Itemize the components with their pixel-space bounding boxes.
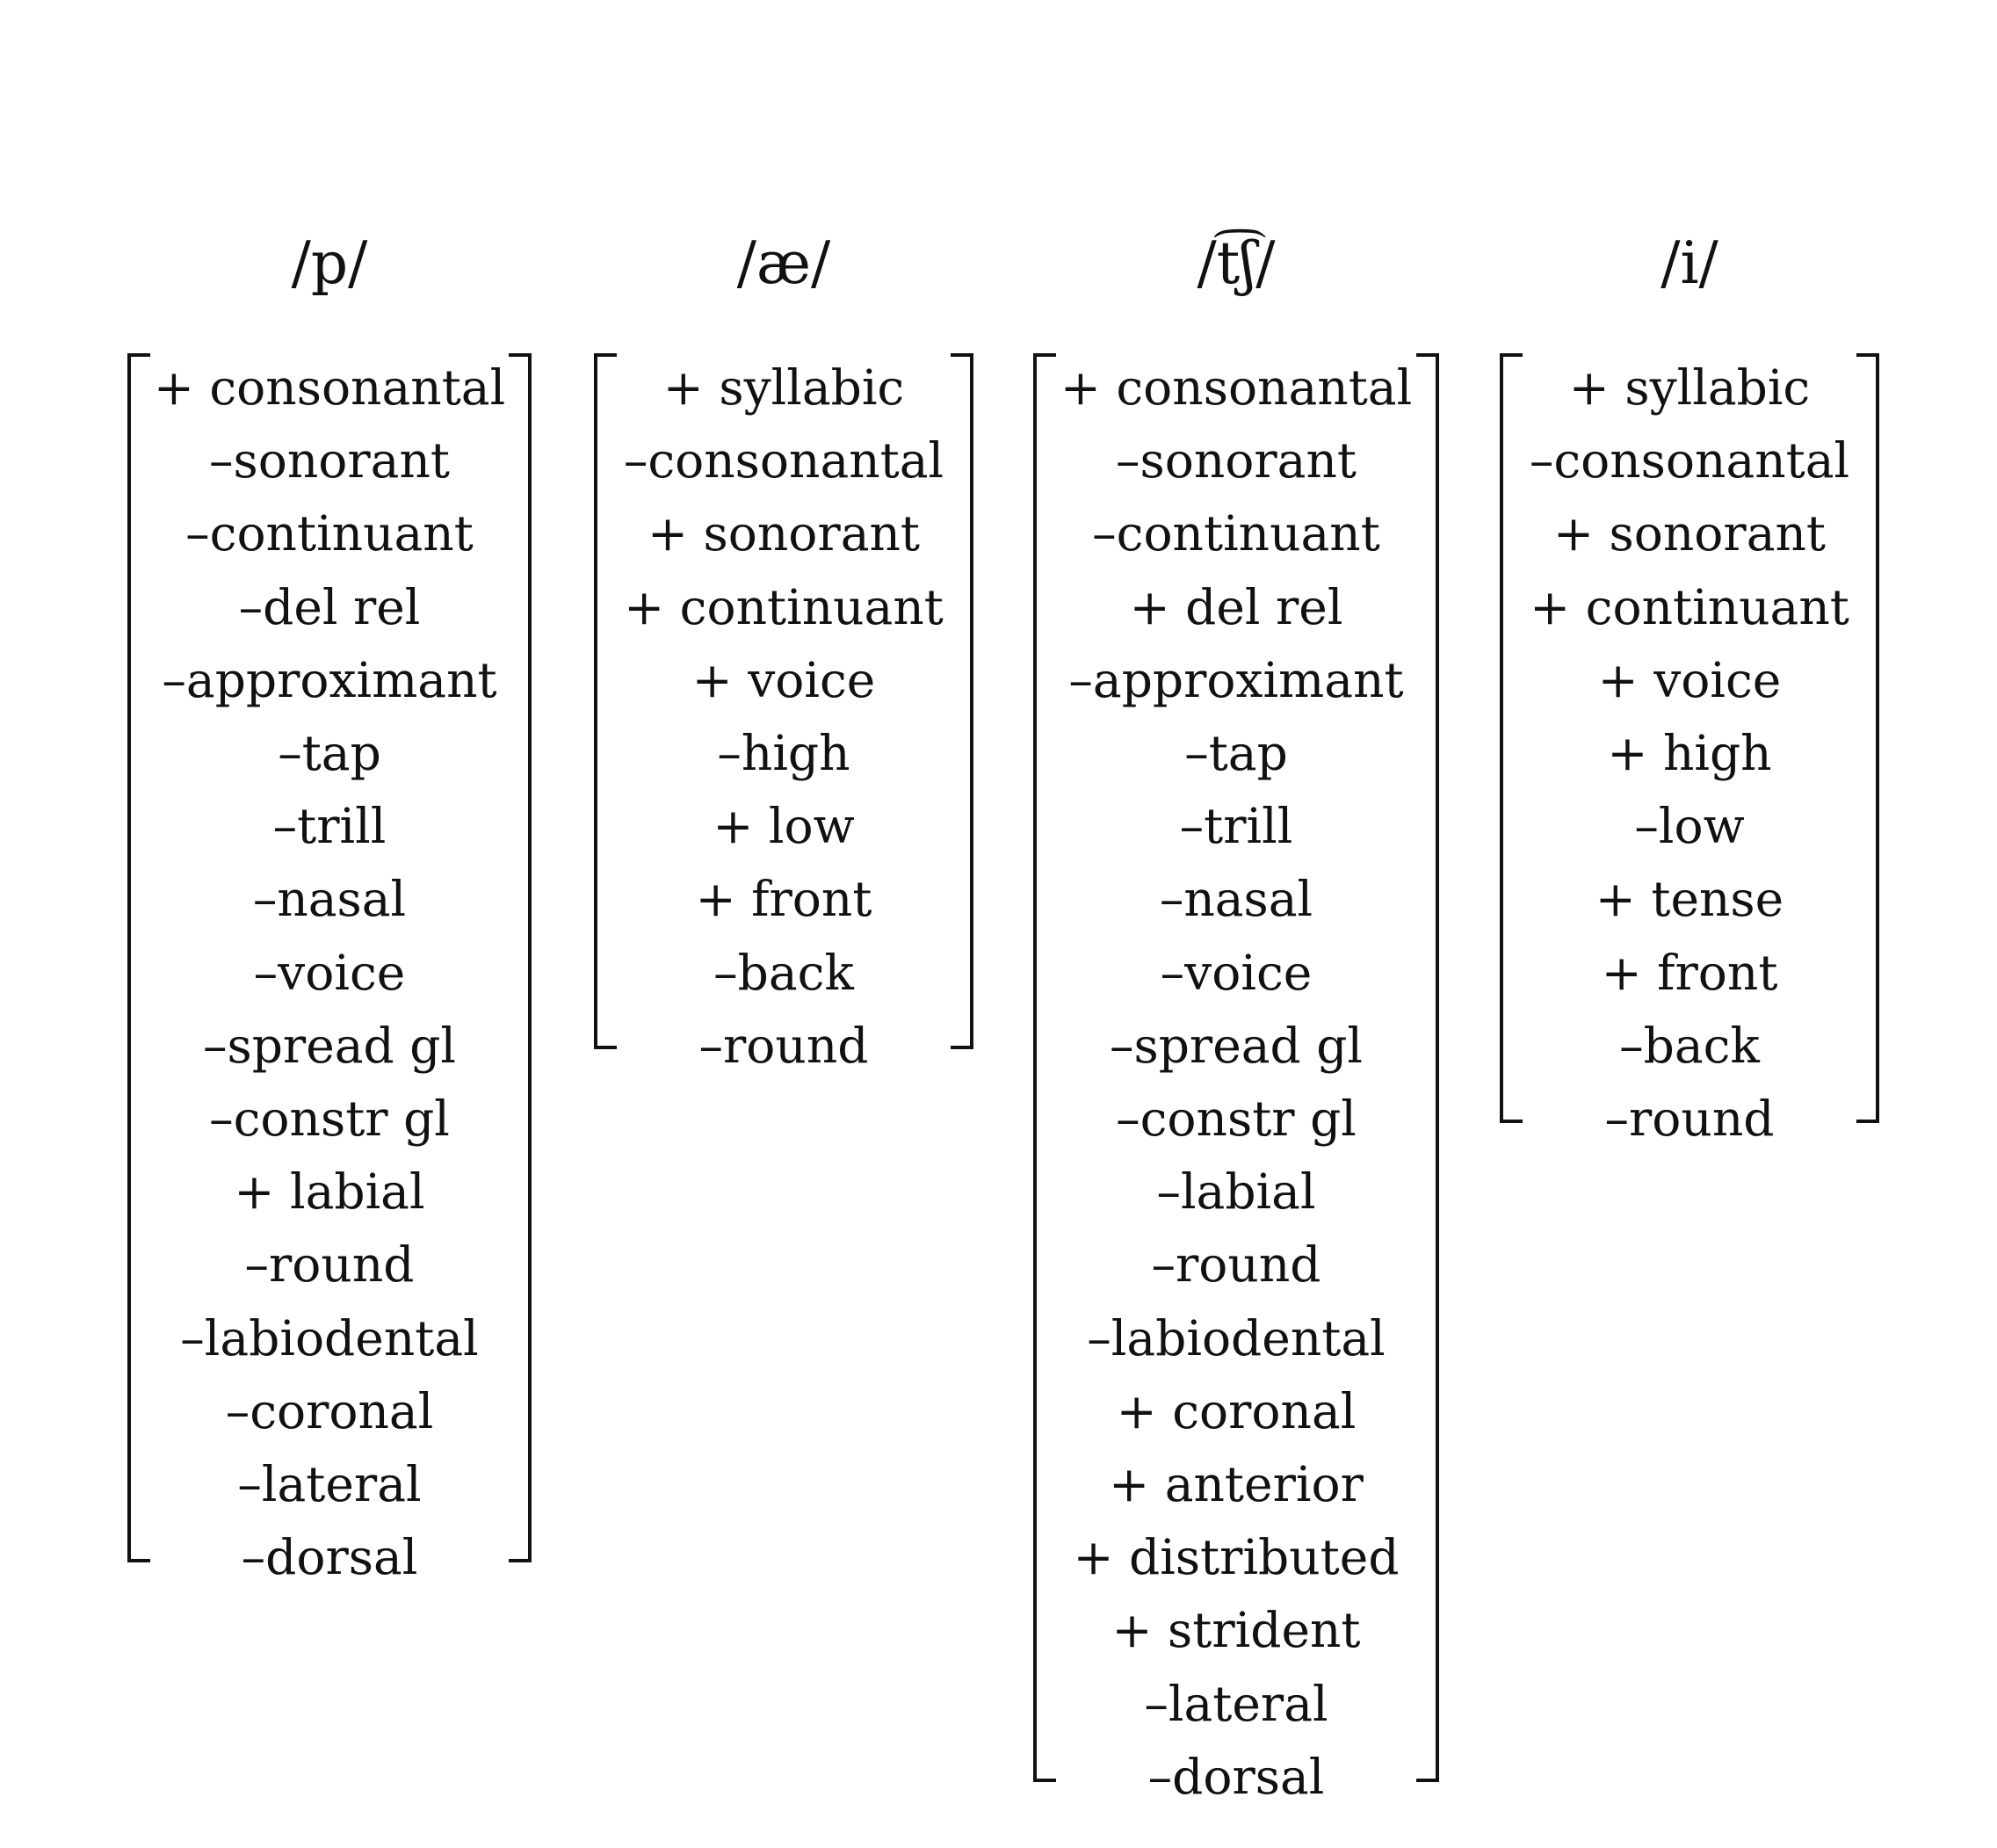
- feature-item: –constr gl: [1116, 1091, 1357, 1147]
- feature-item: + voice: [691, 651, 876, 708]
- feature-item: + sonorant: [1552, 505, 1827, 562]
- feature-item: + continuant: [1530, 578, 1849, 635]
- matrix-i: [1500, 0, 1879, 1848]
- feature-item: + sonorant: [647, 505, 921, 562]
- feature-item: –coronal: [225, 1382, 434, 1439]
- feature-item: + front: [1601, 944, 1778, 1001]
- feature-item: –round: [1151, 1236, 1321, 1294]
- feature-item: –back: [1619, 1017, 1760, 1074]
- feature-item: + continuant: [624, 578, 944, 635]
- feature-item: –trill: [272, 798, 387, 855]
- feature-item: –lateral: [1144, 1675, 1328, 1732]
- feature-item: + labial: [234, 1163, 425, 1221]
- feature-item: + consonantal: [1060, 359, 1413, 416]
- feature-item: + front: [695, 871, 872, 928]
- feature-item: + tense: [1595, 871, 1784, 928]
- feature-item: + syllabic: [1568, 359, 1811, 416]
- feature-item: –dorsal: [241, 1529, 418, 1586]
- feature-item: –continuant: [185, 505, 474, 562]
- phoneme-label: /t͡ʃ/: [1197, 229, 1276, 297]
- feature-item: + distributed: [1073, 1529, 1400, 1586]
- feature-item: + syllabic: [662, 359, 905, 416]
- feature-item: –del rel: [238, 578, 421, 635]
- feature-item: –labial: [1156, 1163, 1316, 1221]
- feature-item: –continuant: [1092, 505, 1380, 562]
- feature-item: –spread gl: [202, 1017, 457, 1074]
- feature-matrix: [594, 353, 973, 1074]
- feature-item: –nasal: [252, 871, 407, 928]
- feature-item: –labiodental: [1087, 1309, 1386, 1366]
- feature-item: –consonantal: [623, 432, 944, 489]
- feature-item: –round: [244, 1236, 415, 1294]
- feature-item: –labiodental: [180, 1309, 479, 1366]
- feature-item: –sonorant: [1116, 432, 1357, 489]
- feature-matrix: [127, 353, 532, 1586]
- feature-item: –round: [698, 1017, 869, 1074]
- feature-item: –voice: [253, 944, 406, 1001]
- feature-item: –tap: [278, 725, 381, 781]
- feature-item: –dorsal: [1147, 1748, 1325, 1805]
- feature-item: + voice: [1597, 651, 1782, 708]
- feature-item: –tap: [1184, 725, 1288, 781]
- matrix-ae: [594, 0, 973, 1848]
- feature-item: + high: [1607, 725, 1772, 781]
- feature-item: –constr gl: [209, 1091, 450, 1147]
- feature-item: –spread gl: [1109, 1017, 1364, 1074]
- feature-item: –nasal: [1159, 871, 1313, 928]
- matrix-p: [127, 0, 532, 1848]
- feature-item: –approximant: [162, 651, 497, 708]
- feature-item: –lateral: [237, 1456, 422, 1512]
- feature-item: –low: [1634, 798, 1745, 855]
- feature-item: + low: [713, 798, 855, 855]
- phoneme-label: /æ/: [736, 229, 831, 297]
- feature-item: –back: [713, 944, 854, 1001]
- feature-matrix: [1033, 353, 1439, 1805]
- feature-item: –approximant: [1068, 651, 1404, 708]
- feature-matrix: [1500, 353, 1879, 1147]
- feature-item: + del rel: [1129, 578, 1343, 635]
- phoneme-label: /i/: [1661, 229, 1718, 297]
- feature-item: –sonorant: [209, 432, 450, 489]
- feature-item: –voice: [1160, 944, 1313, 1001]
- feature-item: –round: [1604, 1091, 1775, 1147]
- phoneme-label: /p/: [291, 229, 368, 297]
- feature-item: + anterior: [1109, 1456, 1364, 1512]
- feature-item: –trill: [1179, 798, 1293, 855]
- feature-item: + coronal: [1116, 1382, 1357, 1439]
- feature-item: –consonantal: [1529, 432, 1850, 489]
- matrix-tsh: [1033, 0, 1439, 1848]
- feature-item: + strident: [1111, 1602, 1361, 1659]
- feature-item: + consonantal: [153, 359, 506, 416]
- feature-item: –high: [717, 725, 850, 781]
